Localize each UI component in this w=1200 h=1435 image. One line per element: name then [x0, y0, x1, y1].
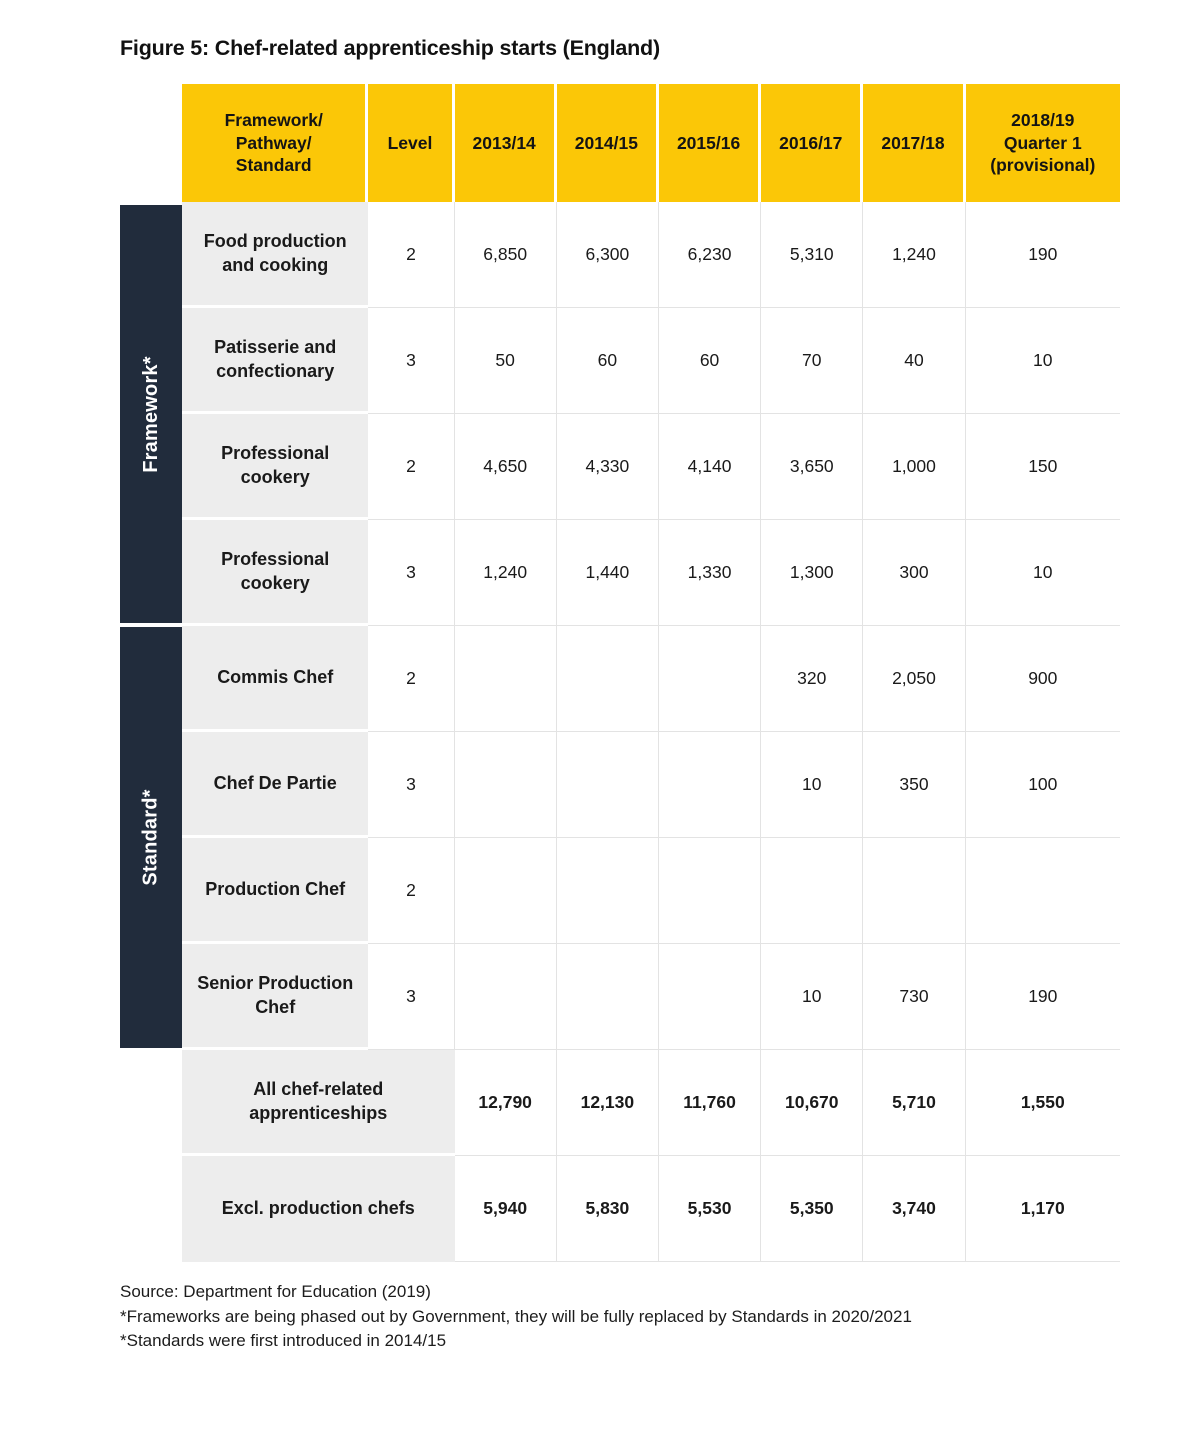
column-header-name-line1: Framework/: [224, 109, 323, 130]
header-row: [182, 84, 1120, 202]
table-row: [182, 732, 1120, 838]
column-header-name-line2: Pathway/: [235, 132, 312, 153]
row-label: Professional cookery: [182, 520, 368, 626]
cell-2014-15: [557, 838, 659, 944]
row-label: Patisserie and confectionary: [182, 308, 368, 414]
table-row: [182, 944, 1120, 1050]
column-header-name-line3: Standard: [235, 155, 312, 176]
row-label: Food production and cooking: [182, 202, 368, 308]
column-header-2013-14: 2013/14: [455, 84, 557, 202]
cell-2013-14: [455, 732, 557, 838]
cell-2017-18: 40: [863, 308, 965, 414]
footnote-source: Source: Department for Education (2019): [120, 1282, 431, 1301]
apprenticeship-starts-table: [120, 84, 1120, 1264]
cell-level: 2: [368, 414, 454, 520]
cell-2017-18: 350: [863, 732, 965, 838]
row-label: Senior Production Chef: [182, 944, 368, 1050]
column-header-last-line3: (provisional): [990, 155, 1096, 176]
cell-level: 2: [368, 838, 454, 944]
cell-2018-19-q1: 10: [966, 308, 1120, 414]
cell-2013-14: 1,240: [455, 520, 557, 626]
group-label-framework-text: Framework*: [139, 355, 162, 473]
cell-2015-16: [659, 838, 761, 944]
cell-2014-15: 5,830: [557, 1156, 659, 1262]
page-title: Figure 5: Chef-related apprenticeship starts (England): [120, 36, 660, 60]
cell-2015-16: [659, 732, 761, 838]
cell-2015-16: [659, 626, 761, 732]
cell-2013-14: 50: [455, 308, 557, 414]
footnote-standards: *Standards were first introduced in 2014/15: [120, 1331, 447, 1351]
cell-2018-19-q1: 900: [966, 626, 1120, 732]
cell-2015-16: 4,140: [659, 414, 761, 520]
cell-2014-15: 4,330: [557, 414, 659, 520]
cell-2013-14: [455, 838, 557, 944]
cell-2016-17: 5,350: [761, 1156, 863, 1262]
cell-2016-17: 10: [761, 944, 863, 1050]
cell-2018-19-q1: 190: [966, 202, 1120, 308]
cell-level: 2: [368, 626, 454, 732]
cell-2018-19-q1: [966, 838, 1120, 944]
cell-level: 2: [368, 202, 454, 308]
cell-2017-18: 3,740: [863, 1156, 965, 1262]
column-header-last-line1: 2018/19: [1011, 109, 1075, 130]
cell-2015-16: 5,530: [659, 1156, 761, 1262]
cell-level: 3: [368, 732, 454, 838]
table-body: [182, 202, 1120, 1262]
cell-2016-17: 5,310: [761, 202, 863, 308]
cell-2017-18: 1,000: [863, 414, 965, 520]
cell-2015-16: 1,330: [659, 520, 761, 626]
summary-row-label: Excl. production chefs: [182, 1156, 455, 1262]
cell-2014-15: [557, 944, 659, 1050]
data-table: [182, 84, 1120, 1262]
cell-level: 3: [368, 308, 454, 414]
cell-2018-19-q1: 1,550: [966, 1050, 1120, 1156]
cell-2014-15: 1,440: [557, 520, 659, 626]
cell-2016-17: 3,650: [761, 414, 863, 520]
cell-2016-17: 1,300: [761, 520, 863, 626]
cell-2017-18: 5,710: [863, 1050, 965, 1156]
column-header-2015-16: 2015/16: [659, 84, 761, 202]
cell-2013-14: [455, 626, 557, 732]
column-header-2018-19-q1: [966, 84, 1120, 202]
table-row: [182, 520, 1120, 626]
column-header-level: Level: [368, 84, 454, 202]
footnote-frameworks: *Frameworks are being phased out by Government, they will be fully replaced by Standards in 2020/2021: [120, 1306, 912, 1326]
column-header-2016-17: 2016/17: [761, 84, 863, 202]
cell-2018-19-q1: 190: [966, 944, 1120, 1050]
cell-2015-16: 11,760: [659, 1050, 761, 1156]
cell-2016-17: 70: [761, 308, 863, 414]
cell-2016-17: [761, 838, 863, 944]
cell-2017-18: 1,240: [863, 202, 965, 308]
table-row: [182, 414, 1120, 520]
cell-2018-19-q1: 1,170: [966, 1156, 1120, 1262]
cell-2013-14: 4,650: [455, 414, 557, 520]
cell-2014-15: 12,130: [557, 1050, 659, 1156]
row-label: Professional cookery: [182, 414, 368, 520]
cell-2014-15: 6,300: [557, 202, 659, 308]
cell-2018-19-q1: 100: [966, 732, 1120, 838]
group-label-framework: [120, 205, 182, 623]
row-label: Commis Chef: [182, 626, 368, 732]
cell-2017-18: 730: [863, 944, 965, 1050]
cell-2013-14: [455, 944, 557, 1050]
column-header-name: [182, 84, 368, 202]
group-label-standard-text: Standard*: [139, 789, 162, 886]
table-row: [182, 626, 1120, 732]
table-row: [182, 308, 1120, 414]
table-row: [182, 838, 1120, 944]
cell-2014-15: [557, 626, 659, 732]
cell-2017-18: 300: [863, 520, 965, 626]
cell-2016-17: 320: [761, 626, 863, 732]
cell-2013-14: 12,790: [455, 1050, 557, 1156]
cell-2013-14: 6,850: [455, 202, 557, 308]
cell-2015-16: 60: [659, 308, 761, 414]
group-label-standard: [120, 627, 182, 1048]
cell-2014-15: [557, 732, 659, 838]
column-header-2014-15: 2014/15: [557, 84, 659, 202]
row-label: Chef De Partie: [182, 732, 368, 838]
table-row-summary: [182, 1156, 1120, 1262]
cell-2017-18: 2,050: [863, 626, 965, 732]
column-header-last-line2: Quarter 1: [1003, 132, 1082, 153]
table-row-summary: [182, 1050, 1120, 1156]
cell-2018-19-q1: 150: [966, 414, 1120, 520]
cell-2013-14: 5,940: [455, 1156, 557, 1262]
cell-2017-18: [863, 838, 965, 944]
cell-2015-16: [659, 944, 761, 1050]
column-header-2017-18: 2017/18: [863, 84, 965, 202]
cell-2014-15: 60: [557, 308, 659, 414]
cell-2016-17: 10: [761, 732, 863, 838]
table-header: [182, 84, 1120, 202]
cell-2018-19-q1: 10: [966, 520, 1120, 626]
cell-2016-17: 10,670: [761, 1050, 863, 1156]
row-label: Production Chef: [182, 838, 368, 944]
summary-row-label: All chef-related apprenticeships: [182, 1050, 455, 1156]
table-row: [182, 202, 1120, 308]
cell-level: 3: [368, 520, 454, 626]
cell-2015-16: 6,230: [659, 202, 761, 308]
cell-level: 3: [368, 944, 454, 1050]
footnotes: [120, 1280, 1100, 1354]
